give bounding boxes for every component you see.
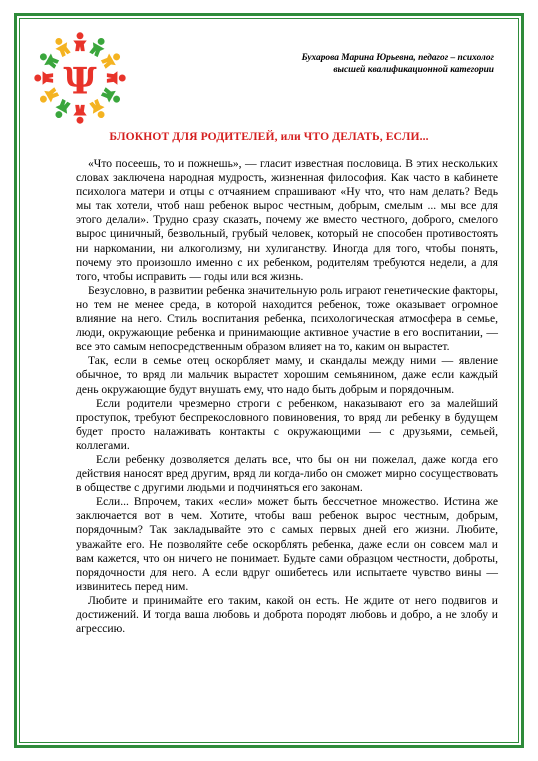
- svg-text:Ψ: Ψ: [63, 59, 97, 103]
- child-figure-icon: [37, 49, 60, 70]
- page-title: БЛОКНОТ ДЛЯ РОДИТЕЛЕЙ, или ЧТО ДЕЛАТЬ, ЕСЛИ...: [109, 130, 429, 143]
- author-name-line: Бухарова Марина Юрьевна, педагог – психолог: [301, 53, 494, 63]
- child-figure-icon: [73, 105, 86, 124]
- paragraph: «Что посеешь, то и пожнешь», — гласит известная пословица. В этих нескольких словах заключена народная мудрость, жизненная философия. Как часто в кабинете психолога матери и отцы с отчаянием спрашивают «Ну что, что нам делать? Ведь мы так хотели, чтоб наш ребенок вырос честным, добрым, смелым ... мы все для этого делали». Трудно сразу сказать, почему же вместо честного, доброго, смелого вырос циничный, безвольный, грубый человек, который не способен противостоять ни наркомании, ни алкоголизму, ни хулиганству. Иногда для того, чтобы понять, почему это произошло именно с их ребенком, родителям требуются недели, а для того, чтобы исправить — годы или вся жизнь.: [76, 157, 498, 283]
- paragraph: Если ребенку дозволяется делать все, что бы он ни пожелал, даже когда его действия наносят вред другим, вряд ли когда-либо он сможет мирно сосуществовать в обществе с другими людьми и подчиняться его законам.: [76, 452, 498, 495]
- psi-children-circle-logo-icon: [32, 30, 128, 126]
- author-block: [234, 52, 494, 76]
- author-category-line: высшей квалификационной категории: [333, 65, 494, 75]
- child-figure-icon: [34, 71, 53, 84]
- child-figure-icon: [37, 86, 60, 107]
- child-figure-icon: [100, 49, 123, 70]
- paragraph: Если родители чрезмерно строги с ребенком, наказывают его за малейший проступок, требуют беспрекословного повиновения, то вряд ли ребенку в будущем будет просто налаживать контакты с окружающими — с друзьями, семьей, коллегами.: [76, 396, 498, 452]
- child-figure-icon: [107, 71, 126, 84]
- child-figure-icon: [100, 86, 123, 107]
- paragraph: Если... Впрочем, таких «если» может быть бессчетное множество. Истина же заключается вот в чем. Хотите, чтобы ваш ребенок вырос честным, добрым, порядочным? Так закладывайте это с самых первых дней его жизни. Любите, уважайте его. Не позволяйте себе оскорблять ребенка, даже если он совсем мал и вам кажется, что он ничего не понимает. Будьте сами образцом честности, доброты, порядочности для него. А если вдруг ошибетесь или испытаете чувство вины — извинитесь перед ним.: [76, 495, 498, 593]
- child-figure-icon: [73, 32, 86, 51]
- paragraph: Безусловно, в развитии ребенка значительную роль играют генетические факторы, но тем не менее среда, в которой находится ребенок, тоже оказывает огромное влияние на него. Стиль воспитания ребенка, психологическая атмосфера в семье, люди, окружающие ребенка и принимающие активное участие в его воспитании, — все это самым непосредственным образом влияет на то, каким он вырастет.: [76, 283, 498, 354]
- child-figure-icon: [88, 35, 109, 58]
- child-figure-icon: [51, 35, 72, 58]
- article-body: [76, 157, 498, 636]
- paragraph: Любите и принимайте его таким, какой он есть. Не ждите от него подвигов и достижений. И тогда ваша любовь и доброта породят любовь и добро, а не злобу и агрессию.: [76, 593, 498, 636]
- paragraph: Так, если в семье отец оскорбляет маму, и скандалы между ними — явление обычное, то вряд ли мальчик вырастет хорошим семьянином, даже если каждый день окружающие будут внушать ему, что надо быть добрым и порядочным.: [76, 354, 498, 396]
